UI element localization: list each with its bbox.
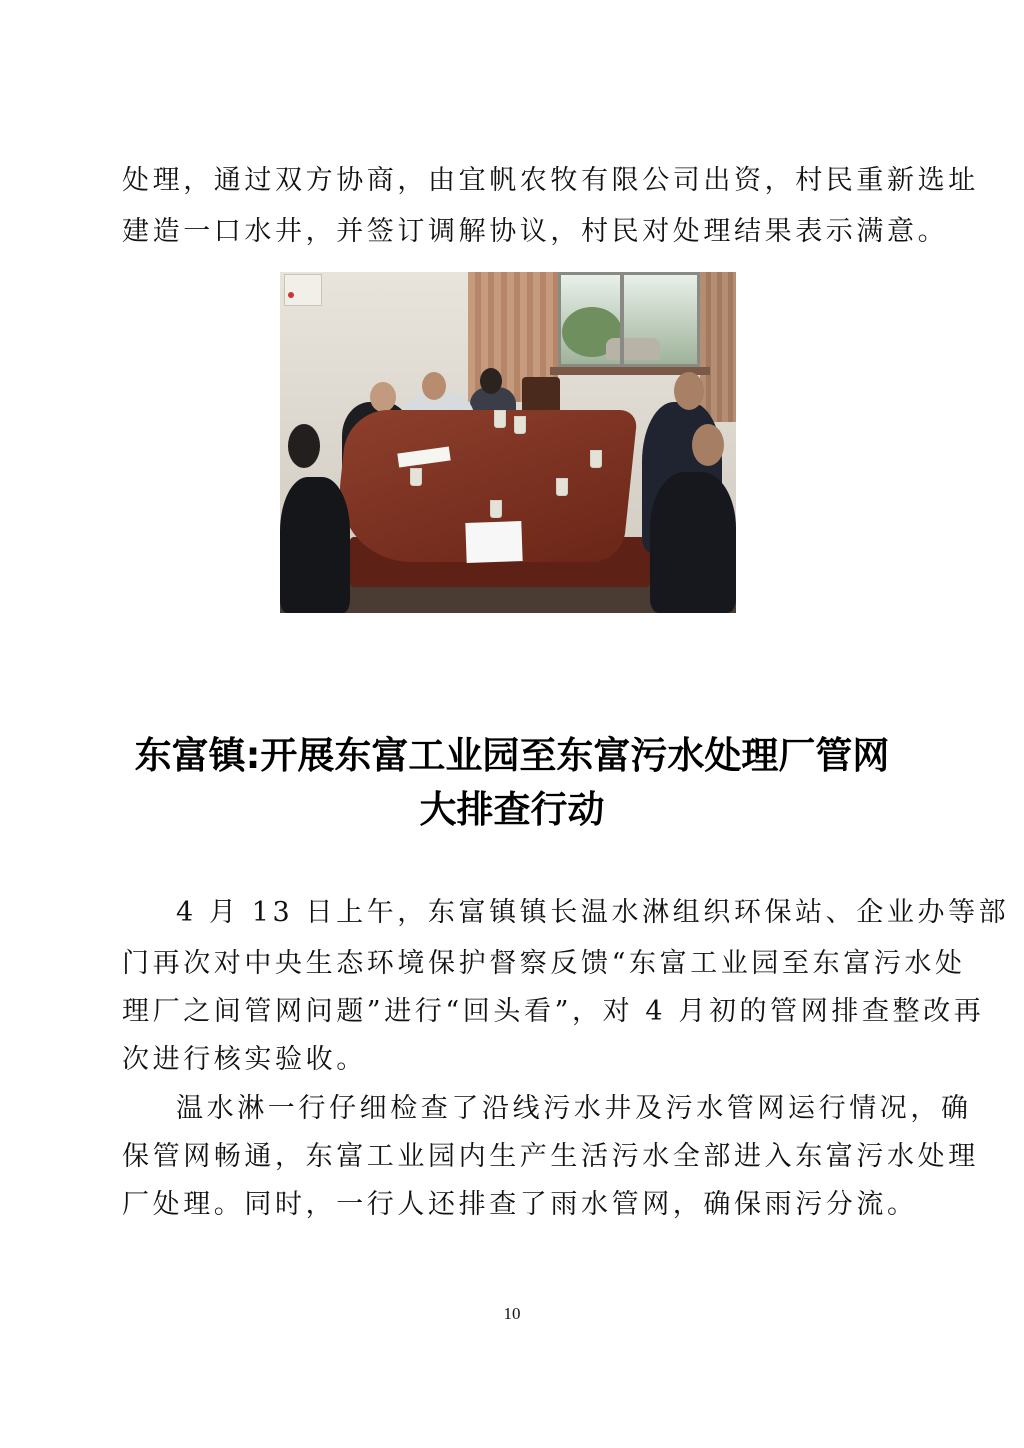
photo-cup [494,410,506,428]
photo-cup [490,500,502,518]
photo-cup [590,450,602,468]
paragraph-1-line-1: 4 月 13 日上午，东富镇镇长温水淋组织环保站、企业办等部 [176,897,1010,928]
photo-person-4-head [288,424,320,468]
photo-person-6 [650,472,736,613]
photo-car [606,338,660,360]
meeting-photo [280,272,736,613]
photo-person-3-head [480,368,502,394]
photo-window-frame [620,272,624,367]
photo-person-6-head [692,424,724,466]
photo-curtain-right [700,272,736,422]
photo-person-1-head [370,382,396,412]
photo-cup [556,478,568,496]
article-title-line-1: 东富镇:开展东富工业园至东富污水处理厂管网 [134,734,890,777]
paragraph-1-line-2: 门再次对中央生态环境保护督察反馈“东富工业园至东富污水处 [122,948,966,979]
photo-cup [410,468,422,486]
photo-person-2-head [422,372,446,400]
photo-wall-sign [284,274,322,306]
page-number: 10 [503,1304,521,1323]
paragraph-1-line-3: 理厂之间管网问题”进行“回头看”，对 4 月初的管网排查整改再 [122,996,985,1027]
paragraph-1-line-4: 次进行核实验收。 [122,1044,367,1075]
photo-paper [465,521,522,563]
photo-person-4 [280,477,350,613]
paragraph-2-line-3: 厂处理。同时，一行人还排查了雨水管网，确保雨污分流。 [122,1189,918,1220]
paragraph-2-line-1: 温水淋一行仔细检查了沿线污水井及污水管网运行情况，确 [176,1093,972,1124]
intro-line-1: 处理，通过双方协商，由宜帆农牧有限公司出资，村民重新选址 [122,165,979,196]
photo-cup [514,416,526,434]
article-title-line-2: 大排查行动 [419,788,605,831]
intro-line-2: 建造一口水井，并签订调解协议，村民对处理结果表示满意。 [122,216,949,247]
photo-person-5-head [674,372,704,410]
paragraph-2-line-2: 保管网畅通，东富工业园内生产生活污水全部进入东富污水处理 [122,1141,979,1172]
photo-sign-logo [288,292,294,298]
